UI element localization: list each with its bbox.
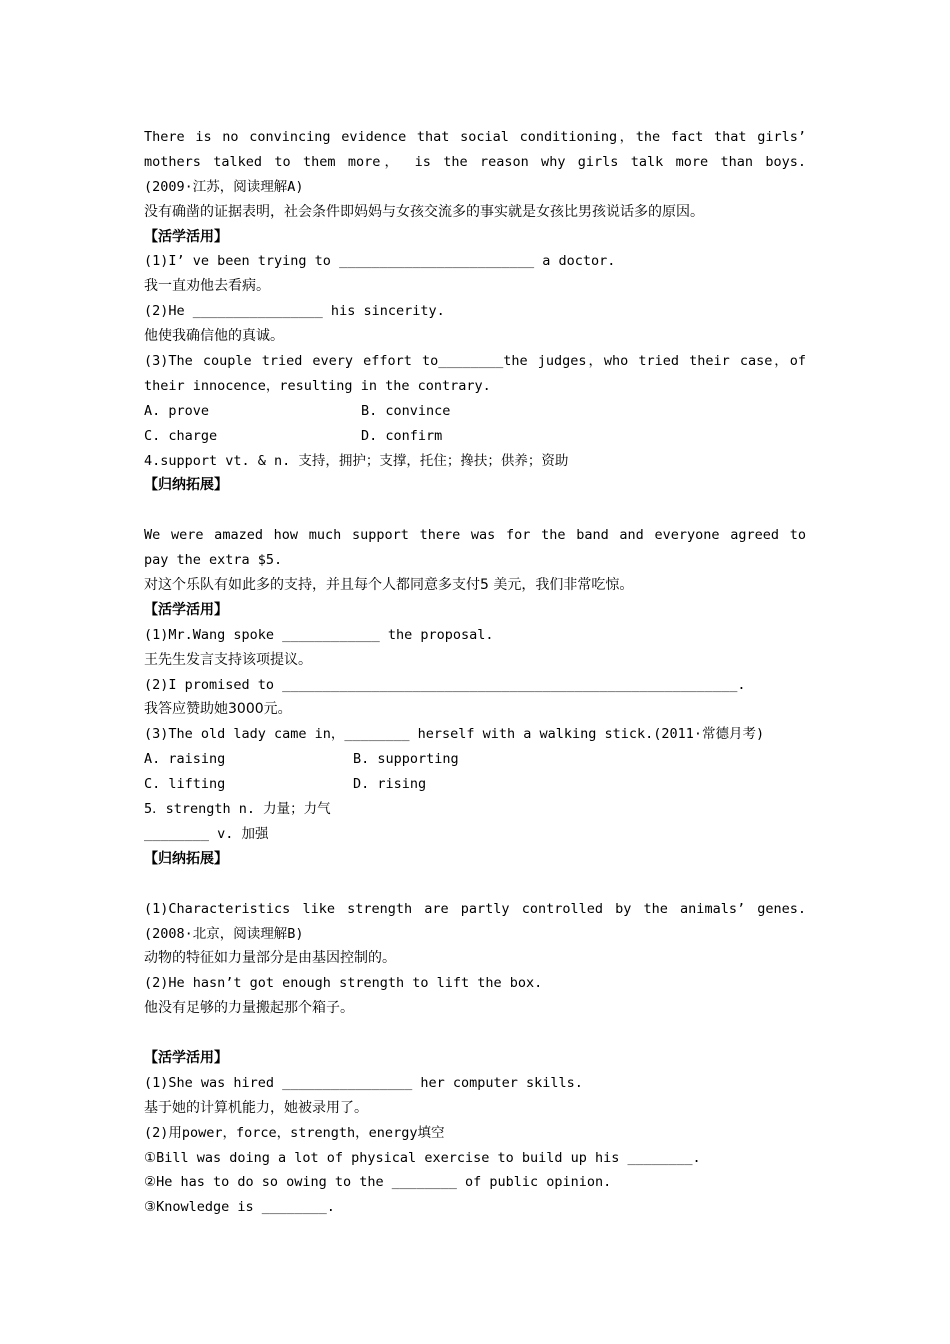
exercise-item: (1)She was hired ________________ her computer skills. — [144, 1074, 583, 1091]
vocab-entry: 5．strength n. 力量；力气 — [144, 801, 331, 818]
section-heading: 【活学活用】 — [144, 228, 228, 245]
exercise-item: (2)用power，force，strength，energy填空 — [144, 1124, 445, 1141]
translation-line: 基于她的计算机能力，她被录用了。 — [144, 1099, 368, 1116]
translation-line: 动物的特征如力量部分是由基因控制的。 — [144, 950, 396, 967]
translation-line: 对这个乐队有如此多的支持，并且每个人都同意多支付5 美元，我们非常吃惊。 — [144, 577, 634, 594]
exercise-item: their innocence，resulting in the contrary. — [144, 377, 491, 394]
text-line: There is no convincing evidence that social conditioning，the fact that girls’ — [144, 129, 806, 145]
section-heading: 【归纳拓展】 — [144, 477, 228, 494]
translation-line: 他使我确信他的真诚。 — [144, 328, 284, 345]
option-d: D. rising — [353, 776, 427, 793]
option-row — [144, 399, 806, 424]
option-row — [144, 747, 806, 772]
translation-line: 没有确凿的证据表明，社会条件即妈妈与女孩交流多的事实就是女孩比男孩说话多的原因。 — [144, 203, 704, 220]
source-citation: (2008·北京，阅读理解B) — [144, 925, 304, 942]
exercise-item: (3)The old lady came in，________ herself with a walking stick.(2011·常德月考) — [144, 726, 765, 743]
translation-line: 他没有足够的力量搬起那个箱子。 — [144, 1000, 354, 1017]
exercise-item: (1)Mr.Wang spoke ____________ the proposal. — [144, 626, 494, 643]
vocab-entry: ________ v. 加强 — [144, 825, 269, 842]
text-line: (1)Characteristics like strength are partly controlled by the animals’ genes. — [144, 900, 806, 917]
option-a: A. prove — [144, 402, 210, 419]
vocab-entry: 4.support vt. & n. 支持，拥护；支撑，托住；搀扶；供养；资助 — [144, 452, 569, 469]
option-d: D. confirm — [361, 427, 443, 444]
exercise-item: ③Knowledge is ________. — [144, 1199, 335, 1216]
translation-line: 王先生发言支持该项提议。 — [144, 651, 312, 668]
document-page — [144, 125, 806, 1220]
blank-line — [144, 1021, 806, 1046]
exercise-item: (2)I promised to ________________________________________________________. — [144, 676, 746, 693]
text-line: (2)He hasn’t got enough strength to lift the box. — [144, 975, 543, 992]
section-heading: 【归纳拓展】 — [144, 850, 228, 867]
exercise-item: (3)The couple tried every effort to________the judges，who tried their case，of — [144, 353, 806, 370]
blank-line — [144, 872, 806, 897]
exercise-item: ①Bill was doing a lot of physical exercise to build up his ________. — [144, 1149, 701, 1166]
text-line: mothers talked to them more， is the reason why girls talk more than boys. — [144, 153, 806, 170]
option-row — [144, 772, 806, 797]
exercise-item: (2)He ________________ his sincerity. — [144, 303, 445, 320]
option-c: C. charge — [144, 427, 218, 444]
blank-line — [144, 498, 806, 523]
exercise-item: ②He has to do so owing to the ________ of public opinion. — [144, 1174, 612, 1191]
option-row — [144, 424, 806, 449]
text-line: We were amazed how much support there was for the band and everyone agreed to — [144, 527, 806, 544]
translation-line: 我一直劝他去看病。 — [144, 278, 270, 295]
option-b: B. supporting — [353, 751, 459, 768]
exercise-item: (1)I’ ve been trying to ________________________ a doctor. — [144, 253, 616, 270]
translation-line: 我答应赞助她3000元。 — [144, 701, 292, 718]
text-line: pay the extra $5. — [144, 552, 283, 569]
section-heading: 【活学活用】 — [144, 601, 228, 618]
source-citation: (2009·江苏，阅读理解A) — [144, 178, 304, 195]
option-b: B. convince — [361, 402, 451, 419]
option-c: C. lifting — [144, 776, 226, 793]
option-a: A. raising — [144, 751, 226, 768]
section-heading: 【活学活用】 — [144, 1049, 228, 1066]
